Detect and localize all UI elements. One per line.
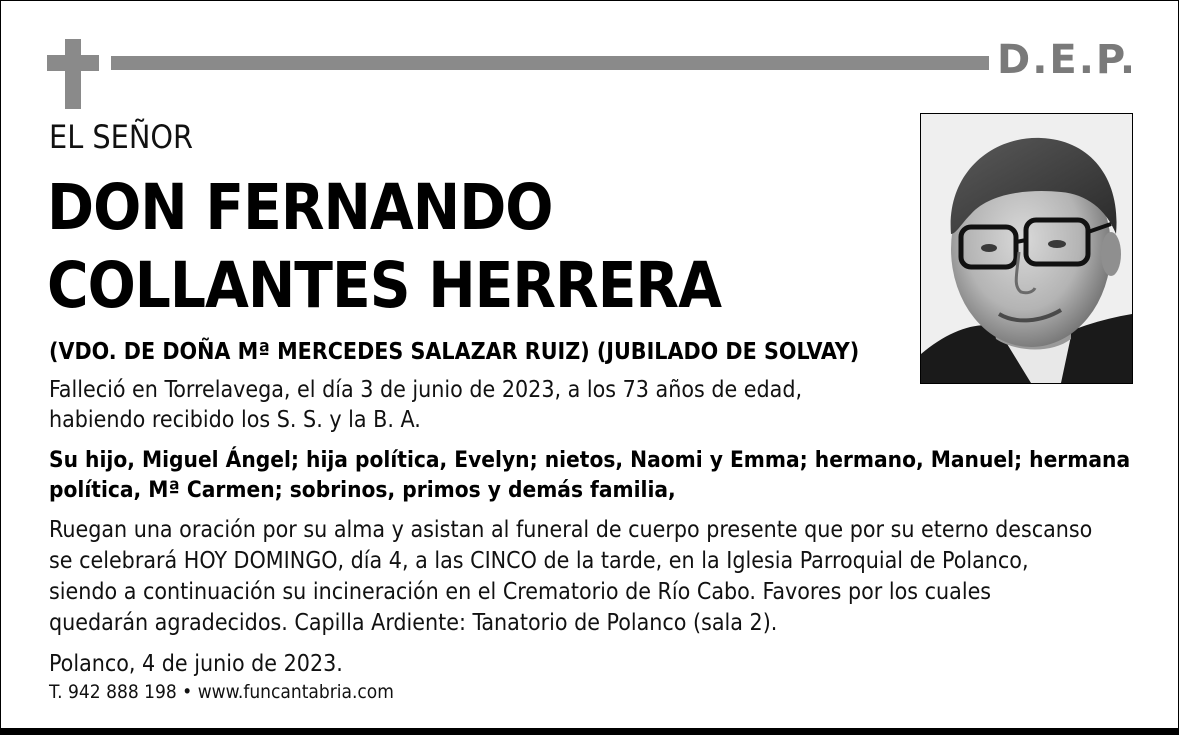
- cross-icon: [47, 39, 99, 109]
- funeral-line-4: quedarán agradecidos. Capilla Ardiente: Tanatorio de Polanco (sala 2).: [49, 610, 778, 636]
- title-prefix: EL SEÑOR: [49, 118, 194, 156]
- funeral-line-2: se celebrará HOY DOMINGO, día 4, a las CINCO de la tarde, en la Iglesia Parroquial de Polanco,: [49, 548, 1029, 574]
- place-date: Polanco, 4 de junio de 2023.: [49, 651, 343, 677]
- widower-retired-note: (VDO. DE DOÑA Mª MERCEDES SALAZAR RUIZ) (JUBILADO DE SOLVAY): [49, 339, 860, 365]
- funeral-line-3: siendo a continuación su incineración en el Crematorio de Río Cabo. Favores por los cuales: [49, 579, 992, 605]
- dep-label: D.E.P.: [997, 37, 1138, 83]
- header-rule: [111, 56, 989, 70]
- portrait-icon: [921, 114, 1132, 383]
- name-line-1: DON FERNANDO: [47, 171, 553, 244]
- death-details: [49, 375, 899, 435]
- bottom-border: [1, 728, 1178, 734]
- family-line-2: política, Mª Carmen; sobrinos, primos y demás familia,: [49, 477, 676, 503]
- funeral-details: [49, 515, 1159, 639]
- contact-info: T. 942 888 198 • www.funcantabria.com: [49, 681, 394, 703]
- family-line-1: Su hijo, Miguel Ángel; hija política, Evelyn; nietos, Naomi y Emma; hermano, Manuel; hermana: [49, 447, 1131, 473]
- family-list: [49, 445, 1149, 505]
- name-line-2: COLLANTES HERRERA: [47, 249, 721, 322]
- funeral-line-1: Ruegan una oración por su alma y asistan al funeral de cuerpo presente que por su eterno descanso: [49, 517, 1093, 543]
- death-line-1: Falleció en Torrelavega, el día 3 de junio de 2023, a los 73 años de edad,: [49, 377, 803, 403]
- portrait-photo: [920, 113, 1133, 384]
- deceased-name: [47, 169, 907, 325]
- death-line-2: habiendo recibido los S. S. y la B. A.: [49, 407, 421, 433]
